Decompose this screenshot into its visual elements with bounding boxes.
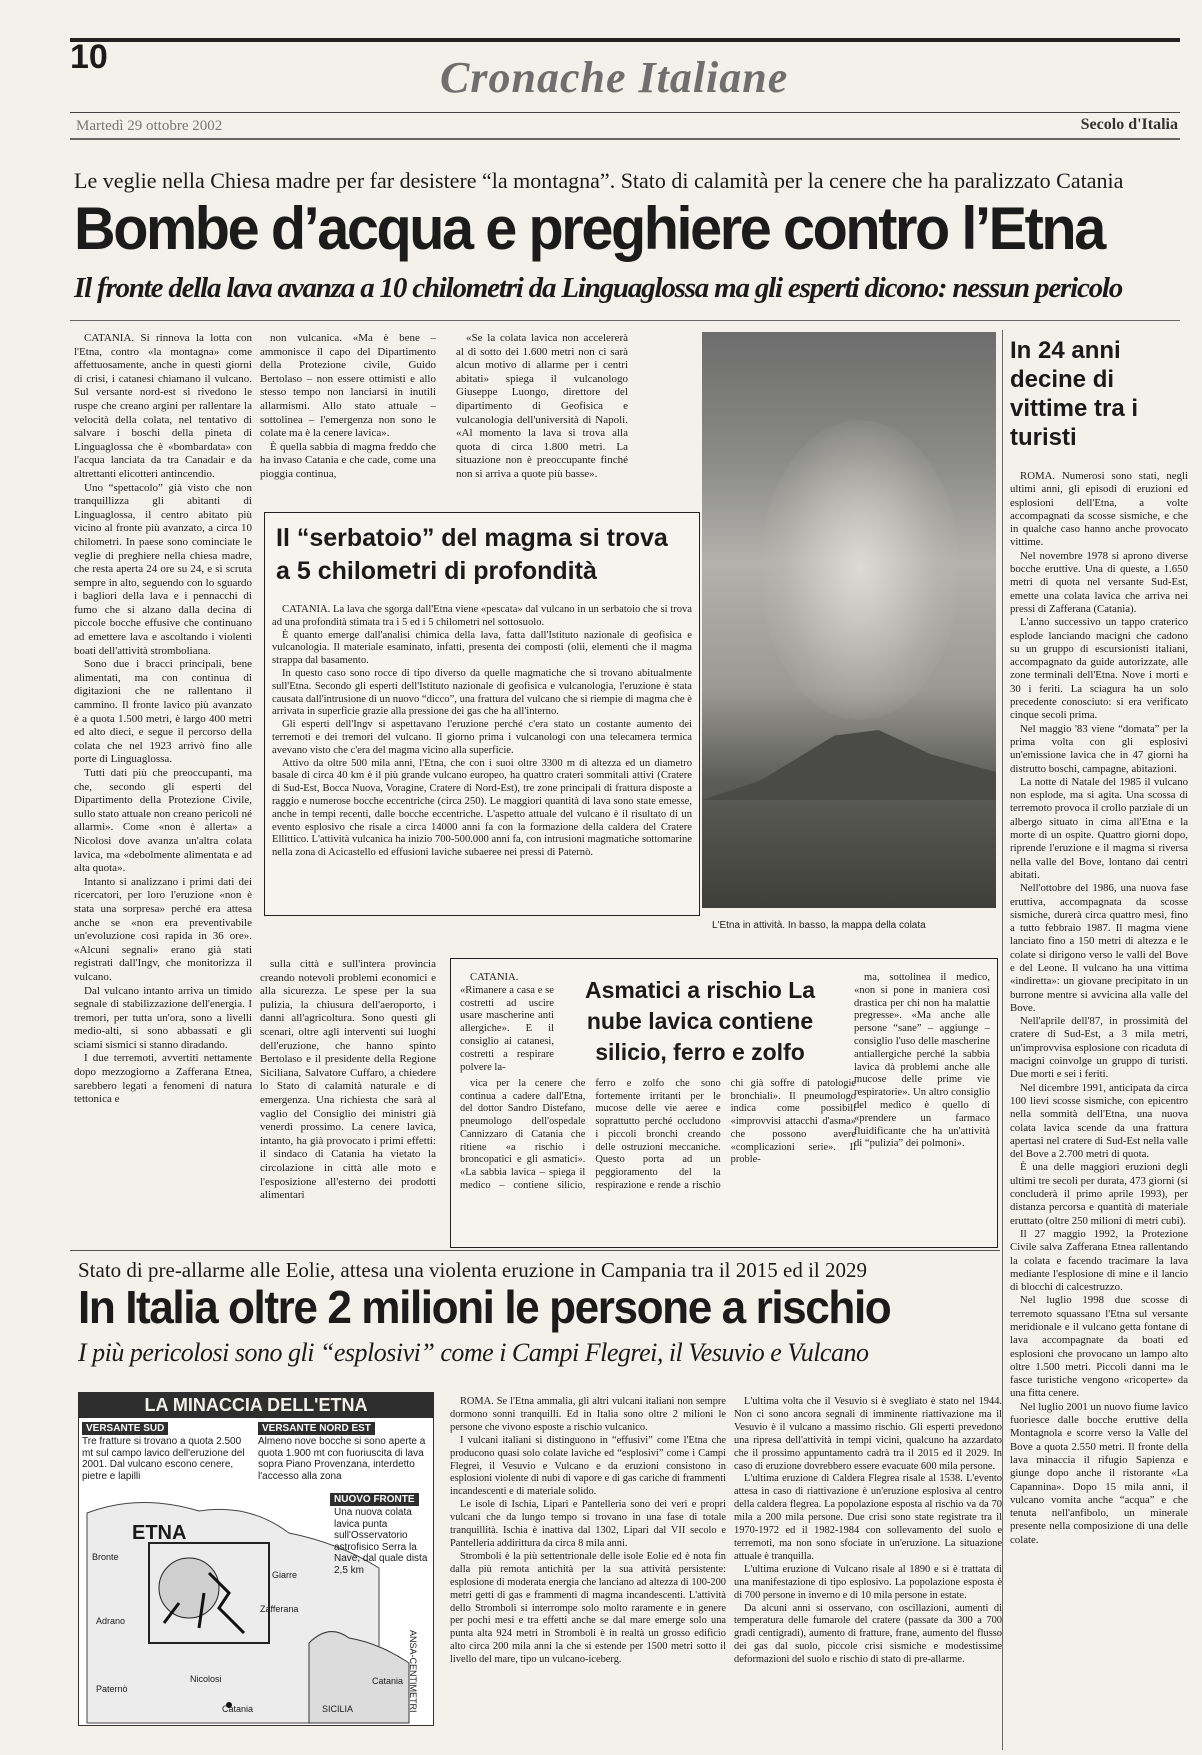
paragraph: CATANIA. Si rinnova la lotta con l'Etna, contro «la montagna» come affettuosamente, anche in questi giorni di crisi, i catanesi chiamano il vulcano. Sul versante nord-est si rivedono le ruspe che creano argini per rallentare la velocità della colata, nel tentativo di salvare i boschi della pineta di Linguaglossa che è «bombardata» con l'acqua lanciata da tra Canadair e da altrettanti elicotteri antincendio.	[74, 332, 252, 480]
article-headline: Bombe d’acqua e preghiere contro l’Etna	[74, 195, 1104, 262]
paragraph: Il 27 maggio 1992, la Protezione Civile salva Zafferana Etnea rallentando la colata e facendo tracimare la lava mediante l'esplosione di mine e il lancio di blocchi di calcestruzzo.	[1010, 1227, 1188, 1294]
column-divider	[1002, 330, 1003, 1750]
paragraph: Da alcuni anni si osservano, con oscillazioni, aumenti di temperatura delle fumarole del cratere (passate da 300 a 700 gradi centigradi), aumento di fratture, frane, aumento del flusso dei gas dal suolo, piccole crisi sismiche e modestissime deformazioni del suolo e rischio di stato di pre-allarme.	[734, 1602, 1002, 1666]
article-column-1	[74, 332, 252, 1202]
asmatici-title: Asmatici a rischio La nube lavica contiene silicio, ferro e zolfo	[584, 977, 816, 1065]
place-catania: Catania	[222, 1704, 254, 1714]
paragraph: L'anno successivo un tappo craterico esplode lanciando macigni che cadono su un gruppo di escursionisti italiani, accompagnato da guide autorizzate, alle zone terminali dell'Etna. Nove i morti e 30 i feriti. La sciagura ha un solo precedente conosciuto: si era verificato cinque secoli prima.	[1010, 616, 1188, 722]
paragraph: ROMA. Numerosi sono stati, negli ultimi anni, gli episodi di eruzioni ed esplosioni dell'Etna, a volte accompagnati da scosse sismiche, e che in qualche caso hanno anche provocato vittime.	[1010, 470, 1188, 549]
tag-nuovo-fronte: NUOVO FRONTE	[330, 1493, 419, 1506]
paragraph: È quanto emerge dall'analisi chimica della lava, fatta dall'Istituto nazionale di geofisica e vulcanologia. Il materiale esaminato, infatti, presenta dei composti (olii, elementi che il magma strappa dal basamento.	[272, 629, 692, 667]
paragraph: Uno “spettacolo” già visto che non tranquillizza gli abitanti di Linguaglossa, il centro abitato più vicino al fronte più avanzato, a circa 10 chilometri. In paese sono cominciate le veglie di preghiere nella chiesa madre, che resta aperta 24 ore su 24, e si scruta sempre in alto, seguendo con lo sguardo i bagliori della lava e i pennacchi di fumo che si alzano dalla decina di piccole bocche effusive che continuano ad emettere lava e ascoltando i violenti boati dell'attività stromboliana.	[74, 481, 252, 657]
asmatici-columns	[460, 1078, 856, 1244]
paragraph: vica per la cenere che continua a cadere dall'Etna, del dottor Sandro Distefano, pneumologo dell'ospedale Cannizzaro di Catania che ritiene «a rischio i broncopatici e gli asmatici». «La sabbia lavica – spiega il medico – contiene silicio, ferro e zolfo che sono fortemente irritanti per le mucose delle vie aeree e soprattutto perché occludono i piccoli bronchi creando delle ostruzioni meccaniche. Questo porta ad un peggioramento del la respirazione e rende a rischio chi già soffre di patologie bronchiali». Il pneumologo indica come possibili «improvvisi attacchi d'asma» che possono avere «complicazioni serie». Il proble-	[460, 1078, 856, 1191]
paragraph: Nel maggio '83 viene “domata” per la prima volta con gli esplosivi un'emissione lavica che in 47 giorni ha distrutto boschi, campagne, abitazioni.	[1010, 722, 1188, 775]
serbatoio-body	[272, 604, 692, 910]
paragraph: «Se la colata lavica non accelererà al di sotto dei 1.600 metri non ci sarà alcun motivo di allarme per i centri abitati» spiega il vulcanologo Giuseppe Luongo, direttore del dipartimento di Geofisica e vulcanologia dell'università di Napoli. «Al momento la lava si trova alla quota di circa 1.800 metri. La situazione non è preoccupante finché non si arriva a quote più basse».	[456, 332, 628, 480]
ash-plume	[760, 420, 960, 720]
paragraph: ROMA. Se l'Etna ammalia, gli altri vulcani italiani non sempre dormono sonni tranquilli. Ed in Italia sono oltre 2 milioni le persone che vivono esposte a rischio vulcanico.	[450, 1396, 726, 1433]
place-bronte: Bronte	[92, 1552, 119, 1562]
serbatoio-title: Il “serbatoio” del magma si trova a 5 chilometri di profondità	[276, 524, 668, 585]
paragraph: I vulcani italiani si distinguono in “effusivi” come l'Etna che producono quasi solo colate laviche ed “esplosivi” come i Campi Flegrei, il Vesuvio e Vulcano e da eruzioni consistono in esplosioni violente di nubi di vapore e di gas cariche di frammenti incandescenti e di materiale solido.	[450, 1434, 726, 1498]
paragraph: Tutti dati più che preoccupanti, ma che, secondo gli esperti del Dipartimento della Protezione Civile, sullo stato attuale non creano pericoli né allarmi». Come «non è allerta» a Nicolosi dove avanza un'altra colata lavica, ma «debolmente alimentata e ad alta quota».	[74, 767, 252, 875]
paragraph: CATANIA. «Rimanere a casa e se costretti ad uscire usare mascherine anti allergiche». E il consiglio ai catanesi, costretti a respirare polvere la-	[460, 972, 554, 1073]
paragraph: Gli esperti dell'Ingv si aspettavano l'eruzione perché c'era stato un costante aumento dei terremoti e dei tremori del vulcano. Il giorno prima i vulcanologi con una telecamera termica avevano visto che c'era del magma vicino alla superficie.	[272, 719, 692, 756]
paragraph: Nel luglio 1998 due scosse di terremoto squassano l'Etna sul versante meridionale e il vulcano getta fontane di lava accompagnate da boati ed esplosioni che provocano un lampo alto oltre 1.500 metri. Piccoli danni ma le fasce turistiche vengono «ricoperte» da una fitta cenere.	[1010, 1294, 1188, 1400]
paragraph: È una delle maggiori eruzioni degli ultimi tre secoli per durata, 473 giorni (si concluderà il primo aprile 1993), per distanza percorsa e quantità di materiale eruttato (oltre 250 milioni di metri cubi).	[1010, 1161, 1188, 1227]
paragraph: Nel luglio 2001 un nuovo fiume lavico fuoriesce dalle bocche eruttive della Montagnola e scorre verso la Valle del Bove a quota 2.550 metri. Il fronte della lava minaccia il rifugio Sapienza e giunge dopo anche il ristorante «La Capannina». Dopo 15 mila anni, il vulcano vomita anche “acqua” e che tenuta nell'anfibolo, un minerale presente nella composizione di una delle colate.	[1010, 1400, 1188, 1546]
second-column-2	[734, 1396, 1002, 1748]
page-number: 10	[70, 38, 108, 76]
paragraph: Dal vulcano intanto arriva un timido segnale di stabilizzazione dell'energia. I tremori, per tutta un'ora, sono a livelli medio-alti, si sono abbassati e gli sciami sismici si stanno diradando.	[74, 984, 252, 1051]
tag-versante-nord-est: VERSANTE NORD EST	[258, 1422, 375, 1435]
paragraph: CATANIA. La lava che sgorga dall'Etna viene «pescata» dal vulcano in un serbatoio che si trova ad una profondità stimata tra i 5 ed i 5 chilometri nel sottosuolo.	[272, 604, 692, 628]
paragraph: L'ultima eruzione di Caldera Flegrea risale al 1538. L'evento attesa in caso di riattivazione è un'eruzione esplosiva al centro della caldera flegrea. La popolazione esposta al rischio va da 70 mila a 200 mila persone. Due crisi sono state registrate tra il 1970-1972 ed il 1982-1984 con sollevamento del suolo e terremoti, ma non sono sfociate in un'eruzione. La situazione attuale è tranquilla.	[734, 1473, 1002, 1562]
article-column-2	[260, 332, 436, 514]
newspaper-name: Secolo d'Italia	[1080, 116, 1178, 133]
paragraph: È quella sabbia di magma freddo che ha invaso Catania e che cade, come una pioggia continua,	[260, 440, 436, 480]
article-column-3	[456, 332, 628, 514]
etna-label: ETNA	[132, 1522, 187, 1544]
article-column-2-continued	[260, 958, 436, 1218]
article-kicker: Le veglie nella Chiesa madre per far desistere “la montagna”. Stato di calamità per la cenere che ha paralizzato Catania	[74, 168, 1124, 193]
place-sicilia: SICILIA	[322, 1704, 354, 1714]
text-versante-sud: Tre fratture si trovano a quota 2.500 mt sul campo lavico dell'eruzione del 2001. Dal vulcano escono cenere, pietre e lapilli	[82, 1436, 245, 1482]
paragraph: L'ultima volta che il Vesuvio si è svegliato è stato nel 1944. Non ci sono ancora segnali di imminente riattivazione ma il Vesuvio è il vulcano a massimo rischio. Gli esperti prevedono una ripresa dell'attività in tempi vicini, qualcuno ha azzardato che il prossimo appuntamento cadrà tra il 2015 ed il 2029. In caso di eruzione dovrebbero essere evacuate 600 mila persone.	[734, 1396, 1002, 1472]
vittime-title: In 24 anni decine di vittime tra i turisti	[1010, 337, 1139, 451]
issue-date: Martedì 29 ottobre 2002	[76, 118, 223, 134]
place-catania-inset: Catania	[372, 1676, 404, 1686]
place-adrano: Adrano	[96, 1616, 126, 1626]
paragraph: Nel dicembre 1991, anticipata da circa 100 lievi scosse sismiche, con epicentro nella sommità dell'Etna, una nuova colata lavica scende da una frattura apertasi nel cratere di Sud-Est nella valle del Bove a 2.700 metri di quota.	[1010, 1081, 1188, 1161]
article-divider	[70, 320, 1180, 321]
second-subtitle: I più pericolosi sono gli “esplosivi” come i Campi Flegrei, il Vesuvio e Vulcano	[78, 1338, 869, 1367]
map-credit: ANSA-CENTIMETRI	[408, 1630, 418, 1713]
paragraph: Intanto si analizzano i primi dati dei ricercatori, per loro l'eruzione «non è stata una sorpresa» perché era attesa anche se «non era preventivabile un'evoluzione così rapida in 36 ore». «Alcuni segnali» erano già stati registrati dall'Ingv, che monitorizza il vulcano.	[74, 875, 252, 983]
text-nuovo-fronte: Una nuova colata lavica punta sull'Osservatorio astrofisico Serra la Nave, dal quale dista 2,5 km	[334, 1507, 428, 1576]
map-title: LA MINACCIA DELL'ETNA	[78, 1392, 434, 1418]
place-paterno: Paternò	[96, 1684, 128, 1694]
paragraph: Sono due i bracci principali, bene alimentati, ma con continua di digitazioni che ne rallentano il cammino. Il fronte lavico più avanzato è a quota 1.500 metri, è largo 400 metri ed alto dieci, e segue il percorso della colata che nel 1923 arrivò fino alle porte di Linguaglossa.	[74, 658, 252, 766]
paragraph: non vulcanica. «Ma è bene – ammonisce il capo del Dipartimento della Protezione civile, Guido Bertolaso – non essere ottimisti e allo stesso tempo non lanciarsi in inutili allarmismi. Allo stato attuale – sottolinea – l'emergenza non sono le colate ma è la cenere lavica».	[260, 332, 436, 440]
vittime-column	[1010, 470, 1188, 1755]
section-title: Cronache Italiane	[440, 53, 789, 102]
paragraph: Nel novembre 1978 si aprono diverse bocche eruttive. Una di queste, a 1.650 metri di quota nel versante Sud-Est, emette una colata lavica che arriva nei pressi di Zafferana (Catania).	[1010, 549, 1188, 615]
section-divider	[70, 1250, 1000, 1251]
paragraph: Nell'aprile dell'87, in prossimità del cratere di Sud-Est, a 3 mila metri, un'improvvisa esplosione con ricaduta di macigni coinvolge un gruppo di turisti. Due morti e sei i feriti.	[1010, 1015, 1188, 1081]
second-kicker: Stato di pre-allarme alle Eolie, attesa una violenta eruzione in Campania tra il 2015 ed il 2029	[78, 1258, 867, 1282]
paragraph: L'ultima eruzione di Vulcano risale al 1890 e si è trattata di una manifestazione di tipo esplosivo. La popolazione esposta è di 700 persone in inverno e di 10 mila persone in estate.	[734, 1563, 1002, 1601]
text-versante-nord-est: Almeno nove bocche si sono aperte a quota 1.900 mt con fuoriuscita di lava sopra Piano Provenzana, interdetto l'accesso alla zona	[258, 1436, 426, 1482]
masthead-divider	[70, 112, 1180, 113]
paragraph: Attivo da oltre 500 mila anni, l'Etna, che con i suoi oltre 3300 m di altezza ed un diametro basale di circa 40 km è il più grande vulcano europeo, ha quattro crateri sommitali attivi (Cratere di Sud-Est, Bocca Nuova, Voragine, Cratere di Nord-Est), tre zone principali di frattura disposte a raggio e numerose bocche eccentriche (circa 250). Le maggiori quantità di lava sono state emesse, anche in tempi recenti, dalle bocche eccentriche. L'aspetto attuale del vulcano è il risultato di un evento esplosivo che risale a circa 14000 anni fa con la formazione della caldera del Cratere Ellittico. L'attività vulcanica ha inizio 700-500.000 anni fa, con intrusioni magmatiche sottomarine nella zona di Acicastello ed effusioni laviche subaeree nei pressi di Paternò.	[272, 757, 692, 859]
place-giarre: Giarre	[272, 1570, 298, 1580]
second-column-1	[450, 1396, 726, 1748]
article-subtitle: Il fronte della lava avanza a 10 chilometri da Linguaglossa ma gli esperti dicono: nessun pericolo	[74, 272, 1123, 304]
date-divider	[70, 138, 1180, 140]
asmatici-right	[854, 972, 990, 1242]
paragraph: Stromboli è la più settentrionale delle isole Eolie ed è nota fin dalla più remota antichità per la sua attività persistente: esplosione di moderata energia che lanciano ad altezza di 100-200 metri getti di gas e frammenti di magma incandescenti. L'attività dello Stromboli si interrompe solo molto raramente e in genere per pochi mesi e tra effetti anche se dal mare emerge solo una punta alta 924 metri in Stromboli è in realtà un grosso edificio alto circa 200 mila anni la che si estende per 1500 metri sotto il livello del mare, tipo un vulcano-iceberg.	[450, 1550, 726, 1666]
place-nicolosi: Nicolosi	[190, 1674, 222, 1684]
photo-caption: L'Etna in attività. In basso, la mappa della colata	[712, 920, 926, 931]
paragraph: In questo caso sono rocce di tipo diverso da quelle magmatiche che si trovano abitualmente sull'Etna. Secondo gli esperti dell'Istituto nazionale di geofisica e vulcanologia, l'eruzione è stata causata dall'intrusione di un nuovo “dicco”, una frattura del vulcano che si riempie di magma che è arrivata in superficie grazie alla pressione dei gas che ha all'interno.	[272, 667, 692, 718]
paragraph: Nell'ottobre del 1986, una nuova fase eruttiva, accompagnata da scosse sismiche, durerà circa quattro mesi, fino a tutto febbraio 1987. Il magma viene lanciato fino a 150 metri di altezza e le colate si dirigono verso le valli del Bove e del Leone. Il vulcano ha una vittima «indiretta»: un giovane precipitato in un burrone mentre si avvicina alla valle del Bove.	[1010, 882, 1188, 1014]
paragraph: Le isole di Ischia, Lipari e Pantelleria sono dei veri e propri vulcani che da lungo tempo si trovano in una fase di totale tranquillità. Ischia è inattiva dal 1302, Lipari dal VII secolo e Pantelleria addirittura da circa 8 mila anni.	[450, 1499, 726, 1549]
tag-versante-sud: VERSANTE SUD	[82, 1422, 168, 1435]
paragraph: La notte di Natale del 1985 il vulcano non esplode, ma si agita. Una scossa di terremoto provoca il crollo parziale di un albergo situato in cima all'Etna e la morte di un ospite. Quattro giorni dopo, riprende l'eruzione e il magma si riversa nella valle del Bove, lontano dai centri abitati.	[1010, 775, 1188, 881]
paragraph: I due terremoti, avvertiti nettamente dopo mezzogiorno a Zafferana Etnea, sarebbero legati a fenomeni di natura tettonica e	[74, 1052, 252, 1106]
masthead-rule	[70, 38, 1180, 42]
place-zafferana: Zafferana	[260, 1604, 299, 1614]
second-headline: In Italia oltre 2 milioni le persone a rischio	[78, 1281, 891, 1333]
paragraph: sulla città e sull'intera provincia creando notevoli problemi economici e alla sicurezza. Le spese per la sua pulizia, la chiusura dell'aeroporto, i danni all'agricoltura. Sono questi gli scenari, oltre agli interventi sui luoghi dell'eruzione, che hanno spinto Bertolaso e il presidente della Regione Siciliana, Salvatore Cuffaro, a chiedere lo Stato di calamità naturale e di emergenza. Una richiesta che sarà al vaglio del Consiglio dei ministri già venerdì prossimo. La cenere lavica, intanto, ha già provocato i primi effetti: il sindaco di Catania ha vietato la circolazione in città alle moto e l'esposizione all'esterno dei prodotti alimentari	[260, 958, 436, 1202]
paragraph: ma, sottolinea il medico, «non si pone in maniera così drastica per chi non ha malattie pregresse». «Ma anche alle persone “sane” – aggiunge – consiglio l'uso delle mascherine antiallergiche perché la sabbia lavica dà problemi anche alle mucose delle prime vie respiratorie». Un altro consiglio del medico è quello di «prendere un farmaco fluidificante che ha un'attività di “pulizia” dei polmoni».	[854, 972, 990, 1150]
